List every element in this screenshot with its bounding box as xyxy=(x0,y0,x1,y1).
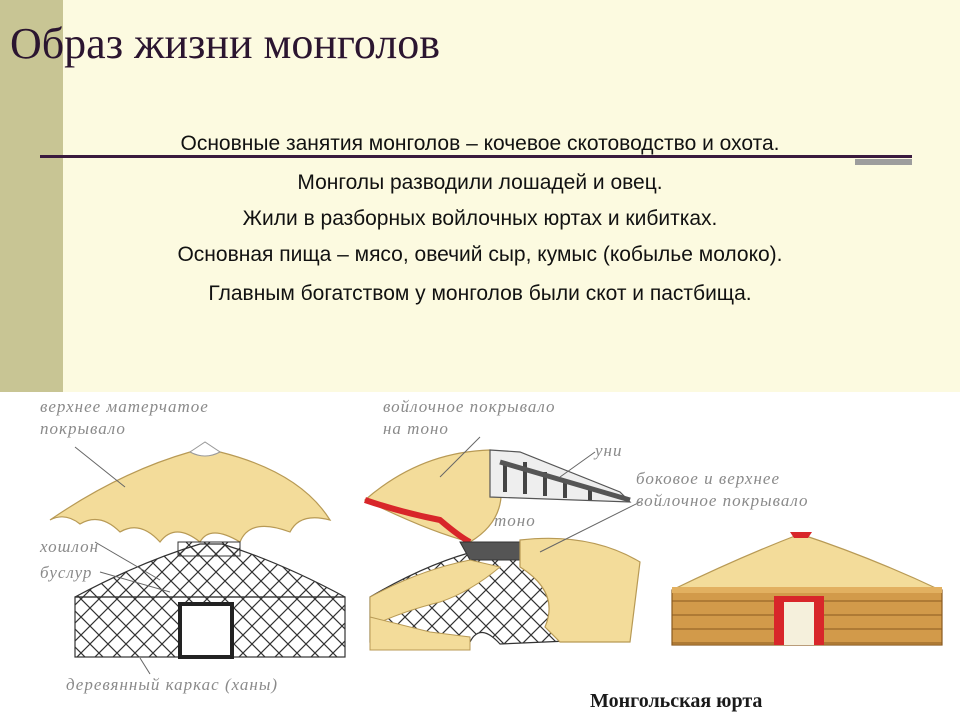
illustration-caption: Монгольская юрта xyxy=(590,690,763,712)
label-side-top-line1: боковое и верхнее xyxy=(636,469,780,488)
label-wooden-frame: деревянный каркас (ханы) xyxy=(66,675,279,694)
text-line-occupations: Основные занятия монголов – кочевое скотоводство и охота. xyxy=(180,132,780,155)
label-uni: уни xyxy=(595,441,623,460)
label-side-top-line2: войлочное покрывало xyxy=(636,491,809,510)
label-buslur: буслур xyxy=(40,563,93,582)
text-line-livestock: Монголы разводили лошадей и овец. xyxy=(297,171,663,194)
label-tono: тоно xyxy=(494,511,536,530)
slide-title: Образ жизни монголов xyxy=(10,19,440,68)
text-line-dwellings: Жили в разборных войлочных юртах и кибитках. xyxy=(242,207,718,230)
label-hoshlon: хошлон xyxy=(40,537,100,556)
label-felt-tono-line2: на тоно xyxy=(383,419,449,438)
yurt-illustration xyxy=(0,392,960,720)
text-line-wealth: Главным богатством у монголов были скот и пастбища. xyxy=(208,282,752,305)
text-line-food: Основная пища – мясо, овечий сыр, кумыс (кобылье молоко). xyxy=(177,243,783,266)
label-felt-tono-line1: войлочное покрывало xyxy=(383,397,556,416)
label-upper-cloth-line2: покрывало xyxy=(40,419,126,438)
title-divider xyxy=(40,155,912,158)
title-divider-accent xyxy=(855,159,912,165)
label-upper-cloth-line1: верхнее матерчатое xyxy=(40,397,209,416)
